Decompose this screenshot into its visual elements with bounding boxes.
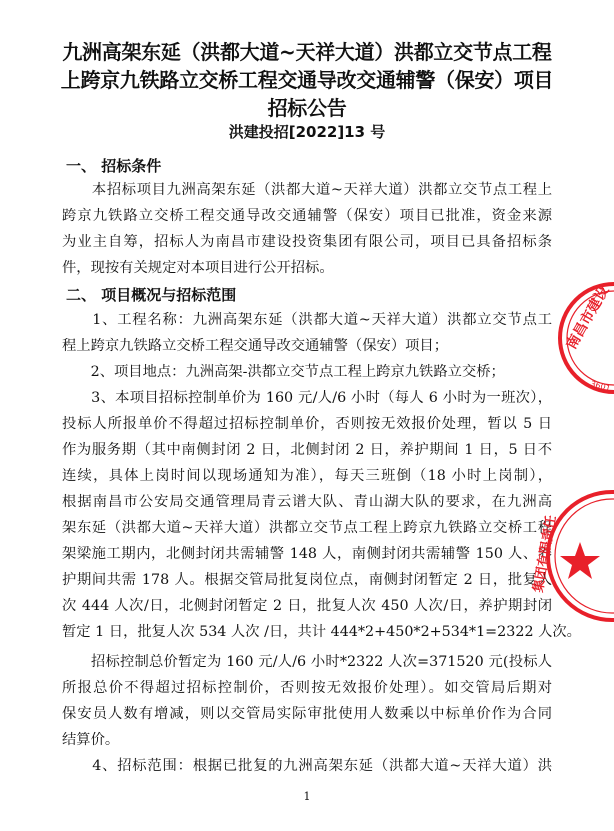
text-line: 结算价。 (62, 732, 120, 748)
seal-stamp-top (530, 280, 614, 400)
title-line-3: 招标公告 (267, 96, 347, 120)
seal-stamp-bottom (520, 488, 614, 628)
text-line: 连续，具体上岗时间以现场通知为准），每天三班倒（18 小时上岗制）， (62, 468, 552, 484)
text-line: 保安员人数有增减，则以交管局实际审批使用人数乘以中标单价作为合同 (62, 706, 552, 722)
text-line: 作为服务期（其中南侧封闭 2 日，北侧封闭 2 日，养护期间 1 日，5 日不 (62, 442, 552, 458)
page-number: 1 (303, 790, 311, 803)
text-line: 次 444 人次/日，北侧封闭暂定 2 日，批复人次 450 人次/日，养护期封闭 (62, 598, 552, 614)
text-line: 暂定 1 日，批复人次 534 人次 /日，共计 444*2+450*2+534*1=2322 人次。 (62, 624, 581, 640)
text-line: 跨京九铁路立交桥工程交通导改交通辅警（保安）项目已批准，资金来源 (62, 208, 552, 224)
text-line: 所报总价不得超过招标控制价，否则按无效报价处理）。如交管局后期对 (62, 680, 552, 696)
text-line: 招标控制总价暂定为 160 元/人/6 小时*2322 人次=371520 元(投标人 (62, 654, 552, 670)
text-line: 投标人所报单价不得超过招标控制单价，否则按无效报价处理，暂以 5 日 (62, 416, 552, 432)
text-line: 本招标项目九洲高架东延（洪都大道~天祥大道）洪都立交节点工程上 (62, 182, 552, 198)
text-line: 程上跨京九铁路立交桥工程交通导改交通辅警（保安）项目； (62, 338, 449, 354)
text-line: 护期间共需 178 人。根据交管局批复岗位点，南侧封闭暂定 2 日，批复人 (62, 572, 552, 588)
text-line: 3、本项目招标控制单价为 160 元/人/6 小时（每人 6 小时为一班次）， (62, 390, 552, 406)
star-icon (560, 542, 600, 579)
text-line: 根据南昌市公安局交通管理局青云谱大队、青山湖大队的要求，在九洲高 (62, 494, 552, 510)
text-line: 2、项目地点：九洲高架-洪都立交节点工程上跨京九铁路立交桥； (62, 364, 505, 380)
text-line: 架东延（洪都大道~天祥大道）洪都立交节点工程上跨京九铁路立交桥工程 (62, 520, 552, 536)
document-number: 洪建投招[2022]13 号 (228, 123, 386, 141)
title-line-1: 九洲高架东延（洪都大道~天祥大道）洪都立交节点工程 (62, 40, 552, 64)
svg-text:集团有限责任: 集团有限责任 (531, 514, 560, 594)
text-line: 架梁施工期内，北侧封闭共需辅警 148 人，南侧封闭共需辅警 150 人、养 (62, 546, 552, 562)
title-line-2: 上跨京九铁路立交桥工程交通导改交通辅警（保安）项目 (60, 68, 554, 92)
text-line: 1、工程名称：九洲高架东延（洪都大道~天祥大道）洪都立交节点工 (62, 312, 552, 328)
section-heading-2: 二、 项目概况与招标范围 (66, 286, 237, 304)
text-line: 为业主自筹，招标人为南昌市建设投资集团有限公司，项目已具备招标条 (62, 234, 552, 250)
svg-text:南昌市建设: 南昌市建设 (563, 283, 613, 352)
svg-text:3601: 3601 (589, 379, 612, 394)
section-heading-1: 一、 招标条件 (66, 157, 162, 175)
text-line: 4、招标范围：根据已批复的九洲高架东延（洪都大道~天祥大道）洪 (62, 758, 552, 774)
text-line: 件，现按有关规定对本项目进行公开招标。 (62, 260, 334, 276)
